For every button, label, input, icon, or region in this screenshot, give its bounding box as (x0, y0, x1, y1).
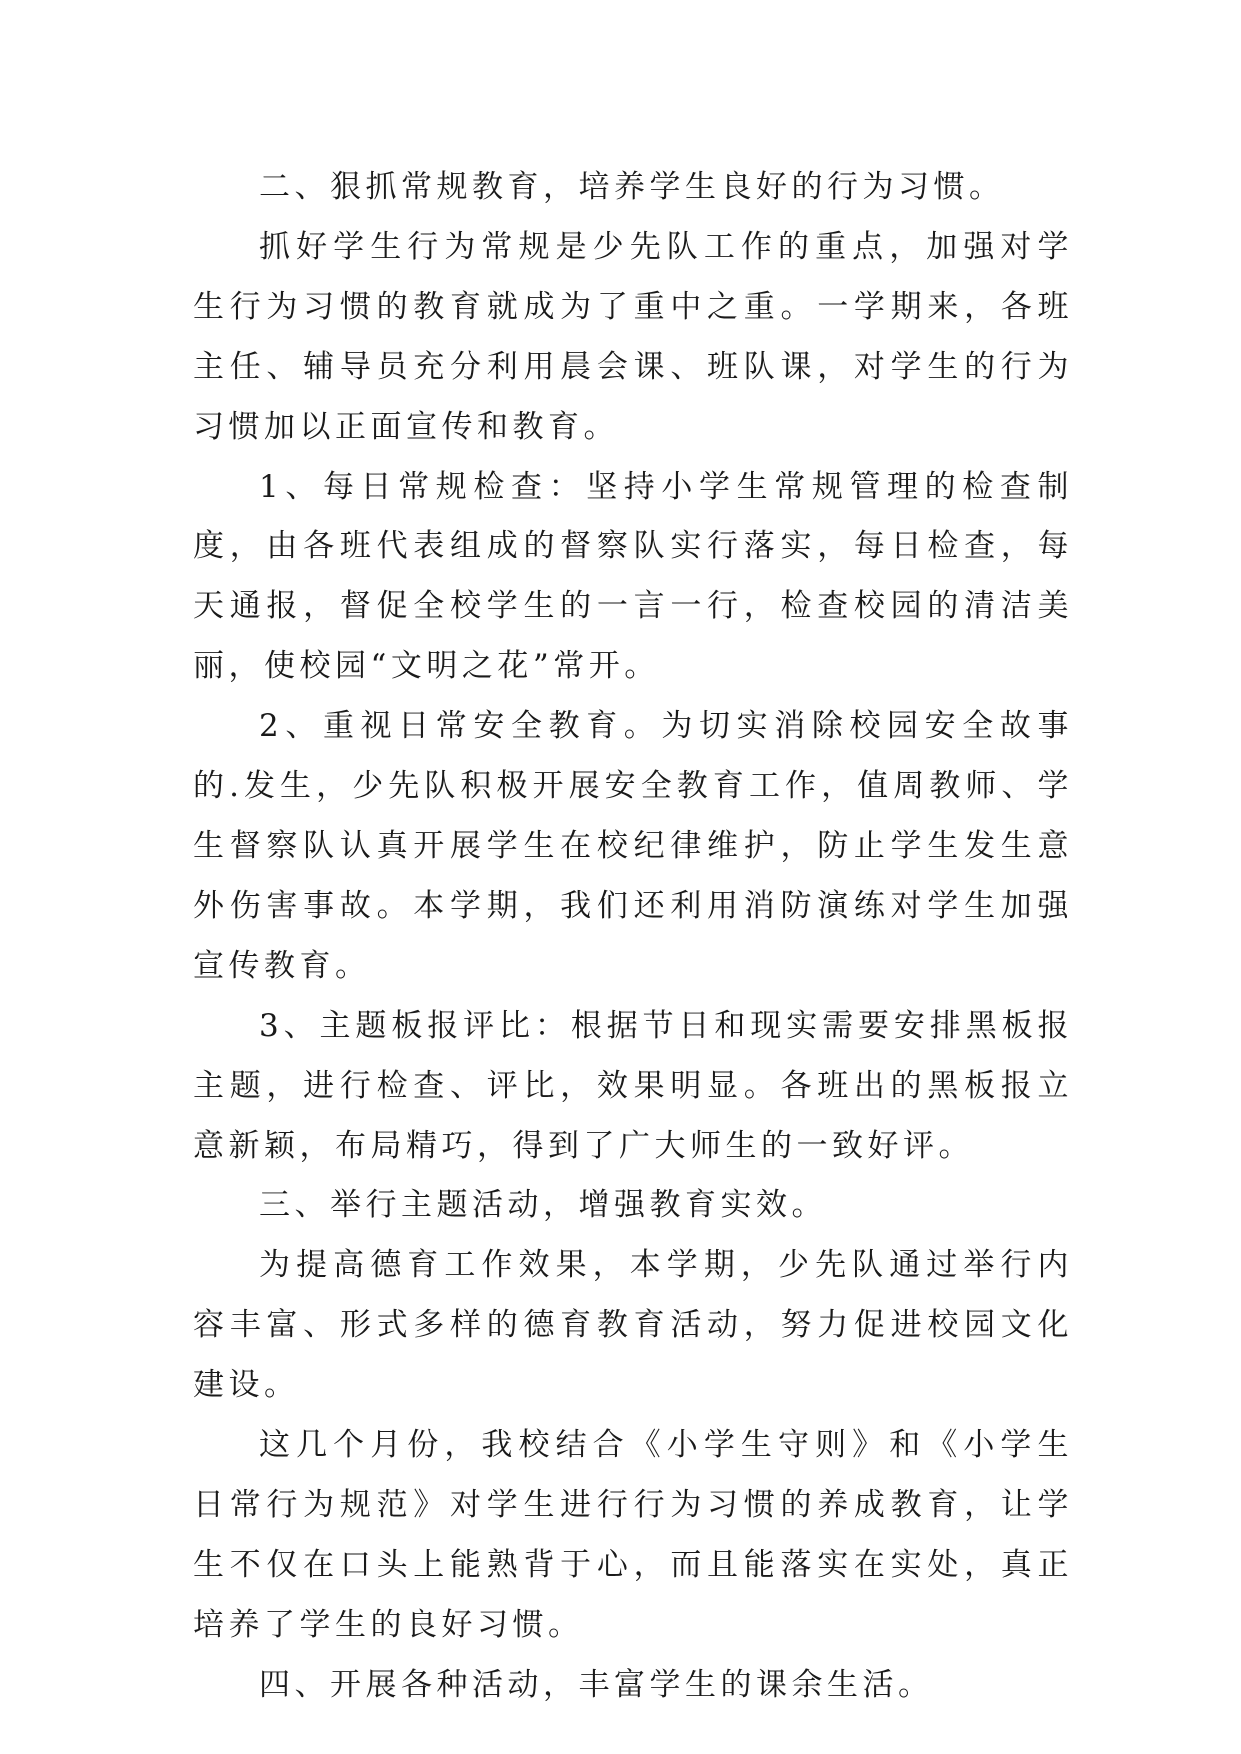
paragraph: 为提高德育工作效果，本学期，少先队通过举行内容丰富、形式多样的德育教育活动，努力促进校园文化建设。 (193, 1247, 1073, 1404)
paragraph: 这几个月份，我校结合《小学生守则》和《小学生日常行为规范》对学生进行行为习惯的养成教育，让学生不仅在口头上能熟背于心，而且能落实在实处，真正培养了学生的良好习惯。 (193, 1427, 1073, 1643)
heading-section-2: 二、狠抓常规教育，培养学生良好的行为习惯。 (259, 169, 1005, 205)
paragraph: 3、主题板报评比：根据节日和现实需要安排黑板报主题，进行检查、评比，效果明显。各班出的黑板报立意新颖，布局精巧，得到了广大师生的一致好评。 (193, 1007, 1073, 1164)
heading-section-4: 四、开展各种活动，丰富学生的课余生活。 (259, 1666, 934, 1703)
paragraph: 1、每日常规检查：坚持小学生常规管理的检查制度，由各班代表组成的督察队实行落实，每日检查，每天通报，督促全校学生的一言一行，检查校园的清洁美丽，使校园“文明之花”常开。 (193, 468, 1073, 685)
body-text (193, 158, 1073, 1716)
paragraph: 2、重视日常安全教育。为切实消除校园安全故事的.发生，少先队积极开展安全教育工作，值周教师、学生督察队认真开展学生在校纪律维护，防止学生发生意外伤害事故。本学期，我们还利用消防演练对学生加强宣传教育。 (193, 708, 1073, 984)
heading-section-3: 三、举行主题活动，增强教育实效。 (259, 1187, 827, 1224)
paragraph: 抓好学生行为常规是少先队工作的重点，加强对学生行为习惯的教育就成为了重中之重。一学期来，各班主任、辅导员充分利用晨会课、班队课，对学生的行为习惯加以正面宣传和教育。 (193, 228, 1073, 445)
